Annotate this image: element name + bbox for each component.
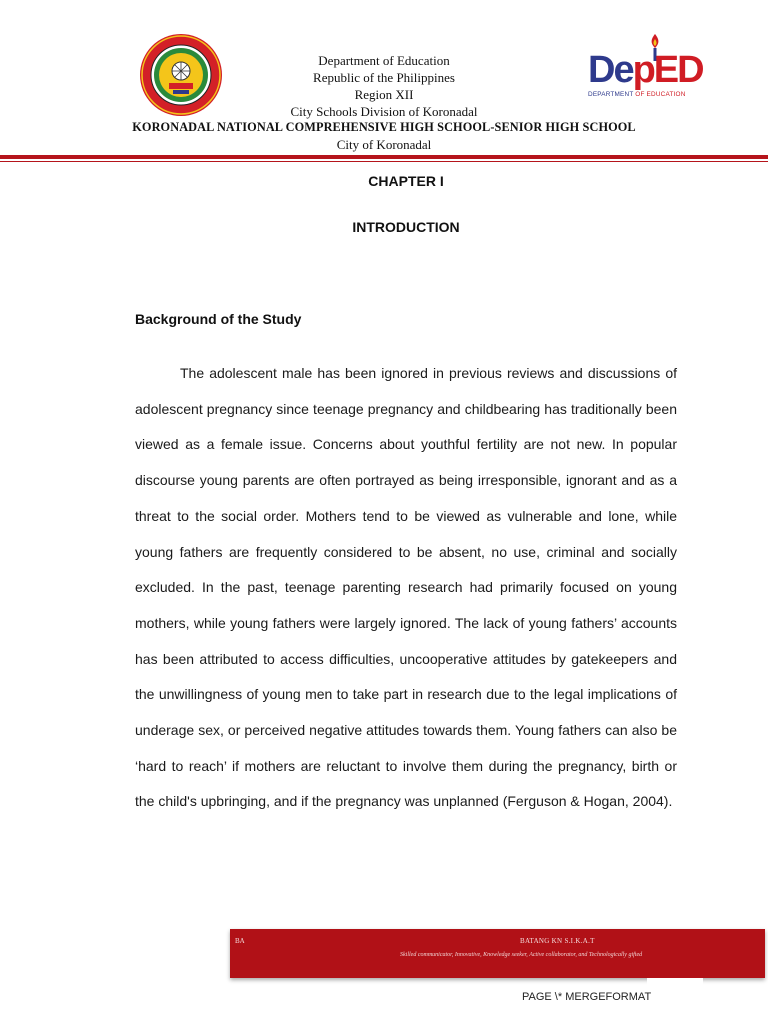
body-paragraph: The adolescent male has been ignored in previous reviews and discussions of adolescent pregnancy since teenage pregnancy and childbearing has traditionally been viewed as a female issue. Concerns about youthful fertility are not new. In popular discourse young parents are often portrayed as being irresponsible, ignorant and as a threat to the social order. Mothers tend to be viewed as vulnerable and lone, while young fathers are frequently considered to be absent, no use, criminal and socially excluded. In the past, teenage parenting research had primarily focused on young mothers, while young fathers were largely ignored. The lack of young fathers’ accounts has been attributed to access difficulties, uncooperative attitudes by gatekeepers and the unwillingness of young men to take part in research due to the legal implications of underage sex, or perceived negative attitudes towards them. Young fathers can also be ‘hard to reach’ if mothers are reluctant to involve them during the pregnancy, birth or the child's upbringing, and if the pregnancy was unplanned (Ferguson & Hogan, 2004). — [135, 365, 677, 810]
page-number-field: PAGE \* MERGEFORMAT — [522, 991, 652, 1003]
header-line-division: City Schools Division of Koronadal — [290, 104, 478, 119]
deped-wordmark — [588, 50, 703, 90]
footer-banner — [230, 929, 765, 978]
deped-subtitle — [588, 91, 686, 98]
chapter-title: INTRODUCTION — [352, 219, 460, 235]
header-divider — [0, 155, 768, 159]
header-city: City of Koronadal — [336, 137, 432, 152]
deped-subtitle-left: DEPARTMENT — [588, 91, 634, 98]
deped-wordmark-ed: pED — [632, 49, 703, 91]
deped-logo-icon — [584, 32, 706, 102]
footer-notch — [647, 978, 703, 985]
footer-tagline: Skilled communicator, Innovative, Knowledge seeker, Active collaborator, and Technologically gifted — [400, 952, 643, 958]
school-name: KORONADAL NATIONAL COMPREHENSIVE HIGH SCHOOL-SENIOR HIGH SCHOOL — [132, 120, 636, 134]
chapter-label: CHAPTER I — [368, 173, 444, 189]
deped-subtitle-right: OF EDUCATION — [633, 91, 686, 98]
header-line-department: Department of Education — [318, 53, 450, 68]
footer-left-mark: BA — [235, 937, 245, 945]
header-line-region: Region XII — [354, 87, 414, 102]
header-divider-thin — [0, 161, 768, 162]
section-heading: Background of the Study — [135, 311, 302, 327]
header-line-republic: Republic of the Philippines — [313, 70, 455, 85]
footer-motto: BATANG KN S.I.K.A.T — [520, 937, 595, 945]
deped-wordmark-dep: De — [588, 49, 633, 91]
